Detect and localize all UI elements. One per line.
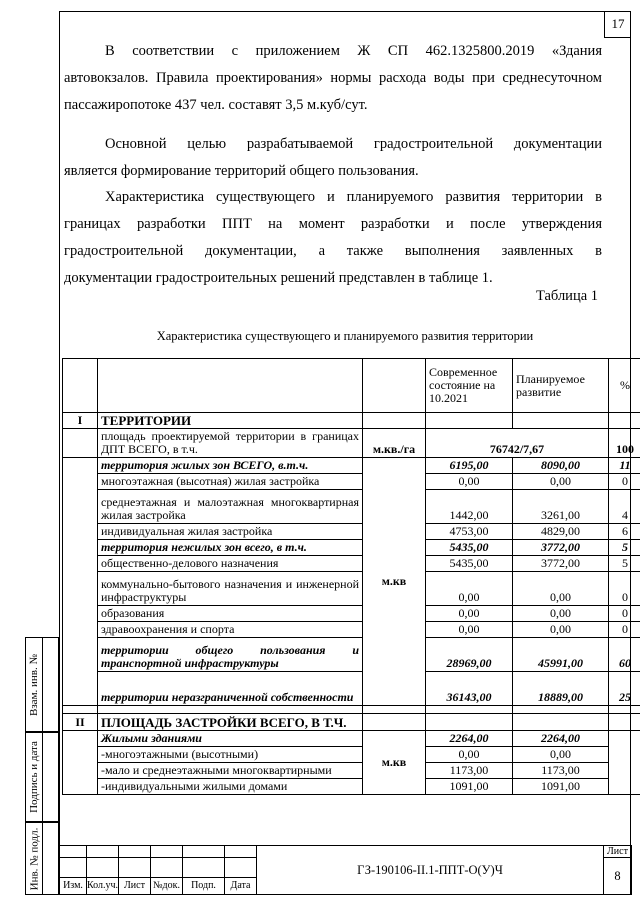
stamp-col-data: Дата (225, 877, 257, 894)
side-label-podpis: Подпись и дата (28, 741, 40, 813)
row-planned: 3772,00 (513, 540, 609, 556)
p1-line1: В соответствии с приложением Ж СП 462.1325800.2019 «Здания (105, 43, 602, 59)
side-label-vzam: Взам. инв. № (28, 653, 40, 716)
row-value: 76742/7,67 (426, 429, 609, 458)
row-percent: 0 (609, 606, 640, 622)
row-current: 0,00 (426, 572, 513, 606)
row-percent: 11 (609, 458, 640, 474)
p1-line2: автовокзалов. Правила проектирования» нормы расхода воды при среднесуточном (64, 70, 602, 86)
side-box-inv (25, 822, 59, 895)
p1-line3: пассажиропотоке 437 чел. составят 3,5 м.куб/сут. (64, 97, 368, 113)
row-current: 6195,00 (426, 458, 513, 474)
header-percent: % (609, 359, 640, 413)
row-current: 5435,00 (426, 540, 513, 556)
row-current: 2264,00 (426, 731, 513, 747)
row-percent: 0 (609, 572, 640, 606)
characteristics-table (62, 358, 640, 795)
row-unit-m2: м.кв (363, 458, 426, 706)
row-current: 28969,00 (426, 638, 513, 672)
row-planned: 1173,00 (513, 763, 609, 779)
row-percent: 0 (609, 474, 640, 490)
table-row (63, 556, 640, 572)
row-planned: 0,00 (513, 572, 609, 606)
row-planned: 8090,00 (513, 458, 609, 474)
row-current: 36143,00 (426, 672, 513, 706)
row-unit-m2: м.кв (363, 731, 426, 795)
row-name: среднеэтажная и малоэтажная многоквартирная жилая застройка (98, 490, 363, 524)
row-planned: 45991,00 (513, 638, 609, 672)
row-current: 0,00 (426, 747, 513, 763)
side-box-vzam (25, 637, 59, 732)
p2-line1: Основной целью разрабатываемой градостроительной документации (105, 136, 602, 152)
page-number-top: 17 (604, 11, 631, 38)
p3-line3: градостроительной документации, а также выполнения заявленных в (64, 243, 602, 259)
row-current: 1442,00 (426, 490, 513, 524)
row-name: здравоохранения и спорта (98, 622, 363, 638)
row-current: 0,00 (426, 622, 513, 638)
row-current: 5435,00 (426, 556, 513, 572)
title-block (59, 845, 632, 895)
table-row (63, 572, 640, 606)
row-name: Жилыми зданиями (98, 731, 363, 747)
document-code: ГЗ-190106-II.1-ППТ-О(У)Ч (257, 846, 604, 895)
p3-line4: документации градостроительных решений представлен в таблице 1. (64, 270, 493, 286)
table-row (63, 458, 640, 474)
sheet-label: Лист (604, 846, 632, 858)
sheet-number: 8 (604, 858, 632, 895)
row-planned: 2264,00 (513, 731, 609, 747)
stamp-col-kolych: Кол.уч. (87, 877, 119, 894)
row-name: многоэтажная (высотная) жилая застройка (98, 474, 363, 490)
row-percent: 5 (609, 556, 640, 572)
row-name: территории общего пользования и транспортной инфраструктуры (98, 638, 363, 672)
p3-line1: Характеристика существующего и планируемого развития территории в (105, 189, 602, 205)
section-title: ТЕРРИТОРИИ (98, 413, 363, 429)
spacer-row (63, 706, 640, 714)
header-current: Современное состояние на 10.2021 (426, 359, 513, 413)
row-name: образования (98, 606, 363, 622)
table-row (63, 779, 640, 795)
table-row (63, 672, 640, 706)
row-name: -индивидуальными жилыми домами (98, 779, 363, 795)
row-planned: 3772,00 (513, 556, 609, 572)
section-title: ПЛОЩАДЬ ЗАСТРОЙКИ ВСЕГО, В Т.Ч. (98, 714, 363, 731)
paragraph-1 (64, 38, 602, 119)
row-planned: 0,00 (513, 747, 609, 763)
row-current: 0,00 (426, 606, 513, 622)
row-percent: 4 (609, 490, 640, 524)
table-row (63, 429, 640, 458)
table-row (63, 540, 640, 556)
stamp-col-podp: Подп. (183, 877, 225, 894)
row-planned: 0,00 (513, 606, 609, 622)
stamp-col-ndok: №док. (151, 877, 183, 894)
paragraph-3 (64, 184, 602, 292)
table-row (63, 524, 640, 540)
header-planned: Планируемое развитие (513, 359, 609, 413)
row-name: коммунально-бытового назначения и инженерной инфраструктуры (98, 572, 363, 606)
row-percent: 6 (609, 524, 640, 540)
row-planned: 18889,00 (513, 672, 609, 706)
row-planned: 0,00 (513, 474, 609, 490)
row-name: территории неразграниченной собственности (98, 672, 363, 706)
section-row (63, 714, 640, 731)
side-label-inv: Инв. № подл. (28, 827, 40, 890)
row-planned: 1091,00 (513, 779, 609, 795)
table-row (63, 474, 640, 490)
row-name: территория нежилых зон всего, в т.ч. (98, 540, 363, 556)
row-name: общественно-делового назначения (98, 556, 363, 572)
row-planned: 4829,00 (513, 524, 609, 540)
row-percent: 0 (609, 622, 640, 638)
table-row (63, 638, 640, 672)
table-row (63, 731, 640, 747)
section-number: I (63, 413, 98, 429)
row-name: -мало и среднеэтажными многоквартирными (98, 763, 363, 779)
table-row (63, 622, 640, 638)
table-row (63, 747, 640, 763)
row-percent: 5 (609, 540, 640, 556)
p2-line2: является формирование территорий общего пользования. (64, 163, 419, 179)
row-current: 0,00 (426, 474, 513, 490)
row-name: территория жилых зон ВСЕГО, в.т.ч. (98, 458, 363, 474)
row-name: -многоэтажными (высотными) (98, 747, 363, 763)
table-caption: Характеристика существующего и планируемого развития территории (156, 329, 534, 343)
table-row (63, 606, 640, 622)
stamp-col-izm: Изм. (60, 877, 87, 894)
section-row (63, 413, 640, 429)
row-percent: 25 (609, 672, 640, 706)
row-planned: 3261,00 (513, 490, 609, 524)
row-name: индивидуальная жилая застройка (98, 524, 363, 540)
row-percent: 100 (609, 429, 640, 458)
row-planned: 0,00 (513, 622, 609, 638)
side-box-podpis (25, 732, 59, 822)
stamp-col-list: Лист (119, 877, 151, 894)
row-unit: м.кв./га (363, 429, 426, 458)
row-current: 1173,00 (426, 763, 513, 779)
section-number: II (63, 714, 98, 731)
row-percent: 60 (609, 638, 640, 672)
table-row (63, 763, 640, 779)
row-name: площадь проектируемой территории в границах ДПТ ВСЕГО, в т.ч. (98, 429, 363, 458)
row-current: 4753,00 (426, 524, 513, 540)
table-row (63, 490, 640, 524)
paragraph-2 (64, 131, 602, 185)
table-label: Таблица 1 (536, 288, 599, 304)
table-header-row (63, 359, 640, 413)
row-current: 1091,00 (426, 779, 513, 795)
p3-line2: границах разработки ППТ на момент разработки и после утверждения (64, 216, 602, 232)
